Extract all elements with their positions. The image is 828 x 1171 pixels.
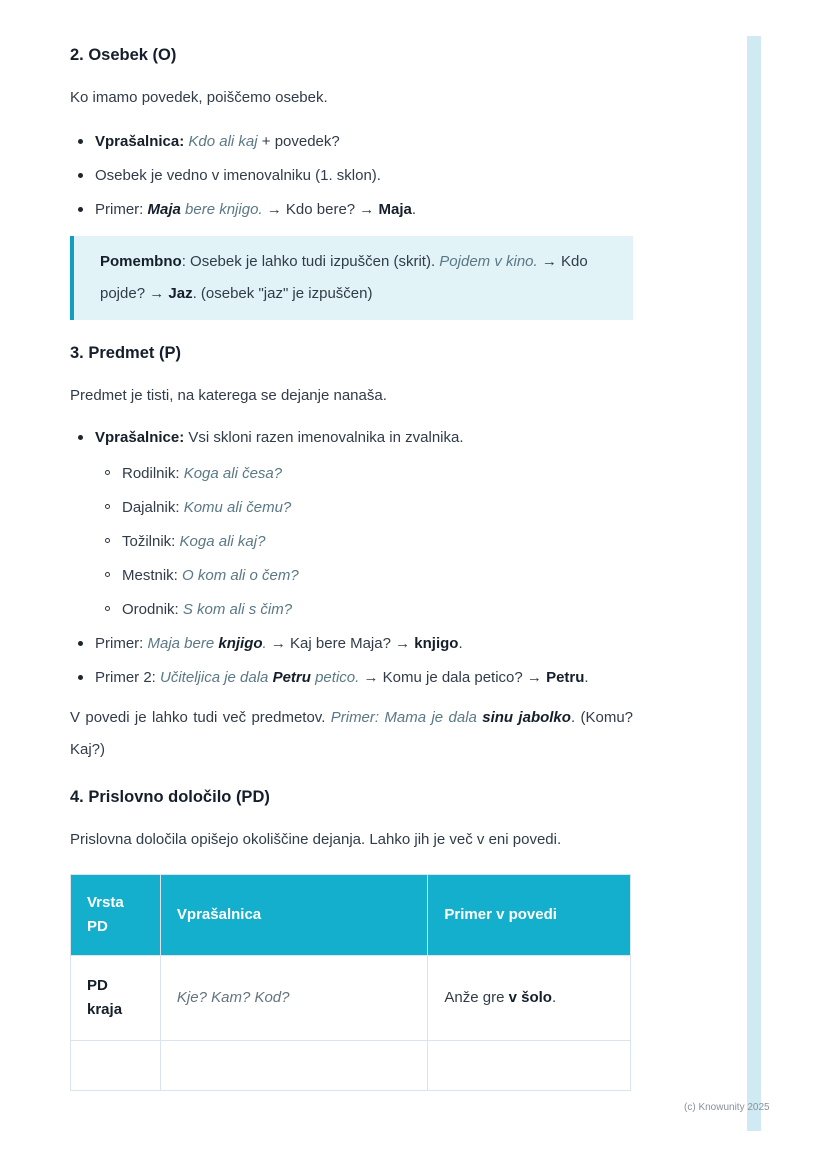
paragraph-osebek-intro: Ko imamo povedek, poiščemo osebek.: [70, 89, 328, 106]
callout-text: : Osebek je lahko tudi izpuščen (skrit).: [181, 253, 440, 270]
bullet-item: [70, 126, 633, 158]
bullet-lead: Primer 2:: [95, 669, 161, 686]
case-question: Koga ali kaj?: [179, 533, 266, 550]
bullet-end: .: [458, 635, 463, 652]
note-text: V povedi je lahko tudi več predmetov.: [70, 709, 331, 726]
pd-table-head: [71, 875, 631, 956]
cell-vprasalnica: Kje? Kam? Kod?: [160, 956, 427, 1041]
case-question: O kom ali o čem?: [182, 567, 299, 584]
bullet-mid: → Komu je dala petico? →: [359, 669, 547, 686]
header-cell-vrsta: Vrsta PD: [71, 875, 161, 956]
paragraph-predmet-intro: Predmet je tisti, na katerega se dejanje nanaša.: [70, 387, 387, 404]
bullet-lead: Primer:: [95, 635, 148, 652]
case-label: Orodnik:: [122, 601, 183, 618]
bullet-icon: [78, 207, 83, 212]
note-italic: Primer: Mama je dala: [330, 709, 483, 726]
table-row-partial: [71, 1041, 631, 1091]
cell-vrsta: PD kraja: [71, 956, 161, 1041]
page-edge-strip: [747, 36, 761, 1131]
bullet-icon: [78, 173, 83, 178]
sub-bullet-text: [122, 526, 633, 558]
heading-predmet: 3. Predmet (P): [70, 344, 181, 362]
circle-bullet-icon: [105, 504, 110, 509]
case-question: Koga ali česa?: [183, 465, 283, 482]
callout-pomembno: [70, 236, 633, 320]
case-label: Tožilnik:: [122, 533, 180, 550]
cell-empty: [160, 1041, 427, 1091]
callout-text: . (osebek "jaz" je izpuščen): [192, 285, 373, 302]
primer-end: .: [551, 989, 557, 1006]
bullet-rest: Vsi skloni razen imenovalnika in zvalnika.: [184, 429, 464, 446]
sub-bullet-text: [122, 492, 633, 524]
case-label: Mestnik:: [122, 567, 183, 584]
case-question: S kom ali s čim?: [182, 601, 293, 618]
bullet-bold-italic: Maja: [147, 201, 181, 218]
bullet-text: [95, 194, 633, 226]
pd-table: [70, 874, 631, 1091]
document-content: [70, 36, 633, 1131]
bullet-bold-italic: Petru: [272, 669, 311, 686]
table-header-row: [71, 875, 631, 956]
bullet-text: [95, 628, 633, 660]
cell-empty: [71, 1041, 161, 1091]
bullet-bold-italic: knjigo: [218, 635, 263, 652]
bullet-bold: Petru: [546, 669, 585, 686]
bullet-italic: .: [262, 635, 267, 652]
primer-lead: Anže gre: [444, 989, 509, 1006]
case-label: Rodilnik:: [122, 465, 184, 482]
bullet-rest: + povedek?: [257, 133, 340, 150]
circle-bullet-icon: [105, 572, 110, 577]
bullet-bold: Vprašalnice:: [95, 429, 185, 446]
heading-osebek: 2. Osebek (O): [70, 46, 177, 64]
sub-bullet-text: [122, 594, 633, 626]
footer-copyright: (c) Knowunity 2025: [684, 1102, 770, 1113]
heading-prislovno-dolocilo: 4. Prislovno določilo (PD): [70, 788, 270, 806]
circle-bullet-icon: [105, 538, 110, 543]
cell-primer: [428, 956, 631, 1041]
sub-bullet-item: [97, 560, 633, 592]
bullet-item: [70, 194, 633, 226]
header-cell-vprasalnica: Vprašalnica: [160, 875, 427, 956]
sub-bullet-item: [97, 594, 633, 626]
bullet-end: .: [411, 201, 417, 218]
bullet-text: [95, 422, 633, 454]
sub-bullet-text: [122, 560, 633, 592]
cell-empty: [428, 1041, 631, 1091]
sub-bullet-text: [122, 458, 633, 490]
bullet-item: [70, 160, 633, 192]
note-bold-italic: sinu jabolko: [482, 709, 571, 726]
bullet-item: [70, 422, 633, 454]
bullet-lead: Primer:: [95, 201, 148, 218]
bullet-icon: [78, 435, 83, 440]
sub-bullet-item: [97, 492, 633, 524]
bullet-bold: Maja: [378, 201, 412, 218]
case-question: Komu ali čemu?: [183, 499, 292, 516]
bullet-icon: [78, 641, 83, 646]
callout-italic: Pojdem v kino.: [439, 253, 538, 270]
bullet-item: [70, 628, 633, 660]
bullet-bold: knjigo: [414, 635, 459, 652]
callout-bold: Pomembno: [100, 253, 182, 270]
bullet-text: Osebek je vedno v imenovalniku (1. sklon).: [95, 167, 381, 184]
primer-bold: v šolo: [508, 989, 552, 1006]
case-label: Dajalnik:: [122, 499, 184, 516]
bullet-italic: Maja bere: [147, 635, 219, 652]
bullet-italic: Kdo ali kaj: [184, 133, 258, 150]
header-cell-primer: Primer v povedi: [428, 875, 631, 956]
bullet-text: [95, 126, 633, 158]
bullet-end: .: [584, 669, 589, 686]
bullet-icon: [78, 139, 83, 144]
osebek-bullet-list: [70, 126, 633, 226]
circle-bullet-icon: [105, 606, 110, 611]
bullet-mid: → Kaj bere Maja? →: [266, 635, 415, 652]
predmet-bullet-list: [70, 422, 633, 694]
bullet-italic: Učiteljica je dala: [160, 669, 273, 686]
sub-bullet-item: [97, 458, 633, 490]
bullet-text: [95, 662, 633, 694]
table-row: [71, 956, 631, 1041]
callout-bold: Jaz: [168, 285, 193, 302]
note-text: . (Komu? Kaj?): [70, 709, 633, 758]
callout-text: → Kdo pojde? →: [100, 253, 588, 302]
paragraph-note: [70, 702, 633, 766]
bullet-bold: Vprašalnica:: [95, 133, 185, 150]
bullet-item: [70, 662, 633, 694]
bullet-italic: bere knjigo.: [180, 201, 263, 218]
cases-sub-list: [97, 458, 633, 626]
circle-bullet-icon: [105, 470, 110, 475]
bullet-icon: [78, 675, 83, 680]
sub-bullet-item: [97, 526, 633, 558]
paragraph-pd-intro: Prislovna določila opišejo okoliščine dejanja. Lahko jih je več v eni povedi.: [70, 831, 562, 848]
bullet-italic: petico.: [310, 669, 360, 686]
pd-table-body: [71, 956, 631, 1091]
bullet-mid: → Kdo bere? →: [262, 201, 379, 218]
